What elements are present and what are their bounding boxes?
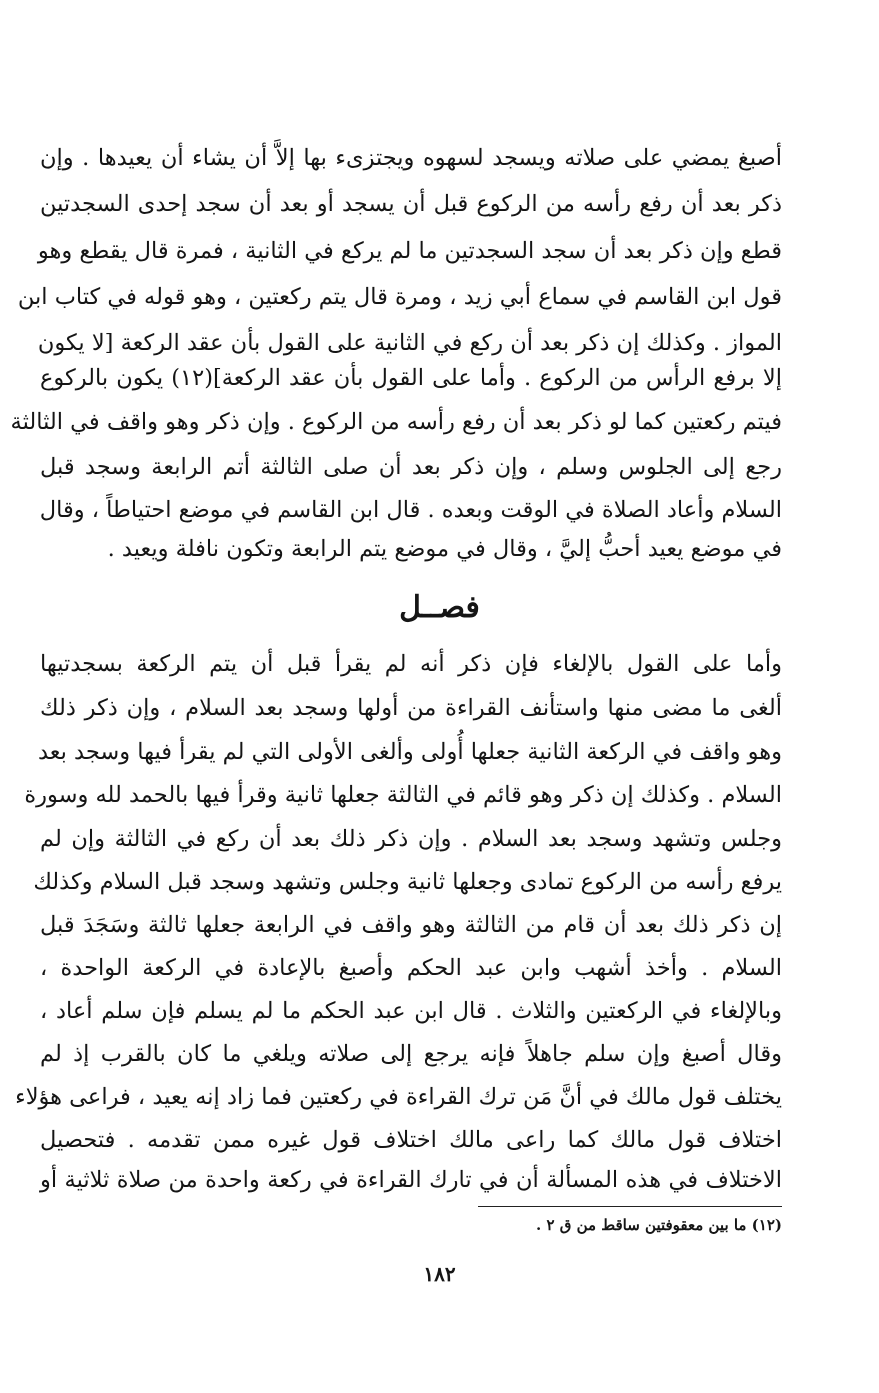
text-line: ألغى ما مضى منها واستأنف القراءة من أولها وسجد بعد السلام ، وإن ذكر ذلك [40, 695, 782, 721]
text-line: وجلس وتشهد وسجد بعد السلام . وإن ذكر ذلك بعد أن ركع في الثالثة وإن لم [40, 826, 782, 852]
text-line: فيتم ركعتين كما لو ذكر بعد أن رفع رأسه من الركوع . وإن ذكر وهو واقف في الثالثة [10, 409, 782, 435]
text-line: المواز . وكذلك إن ذكر بعد أن ركع في الثانية على القول بأن عقد الركعة [لا يكون [37, 330, 782, 356]
text-line: قول ابن القاسم في سماع أبي زيد ، ومرة قال يتم ركعتين ، وهو قوله في كتاب ابن [17, 284, 782, 310]
text-line: ذكر بعد أن رفع رأسه من الركوع قبل أن يسجد أو بعد أن سجد إحدى السجدتين [40, 191, 782, 217]
text-line: وهو واقف في الركعة الثانية جعلها أُولى وألغى الأولى التي لم يقرأ فيها وسجد بعد [37, 739, 782, 765]
page-number: ١٨٢ [423, 1262, 456, 1286]
text-line: السلام . وأخذ أشهب وابن عبد الحكم وأصبغ بالإعادة في الركعة الواحدة ، [40, 955, 782, 981]
text-line: قطع وإن ذكر بعد أن سجد السجدتين ما لم يركع في الثانية ، فمرة قال يقطع وهو [37, 238, 782, 264]
text-line: وأما على القول بالإلغاء فإن ذكر أنه لم يقرأ قبل أن يتم الركعة بسجدتيها [40, 651, 782, 677]
section-heading: فصــل [399, 590, 480, 625]
text-line: يرفع رأسه من الركوع تمادى وجعلها ثانية وجلس وتشهد وسجد قبل السلام وكذلك [33, 869, 782, 895]
text-line: إلا برفع الرأس من الركوع . وأما على القول بأن عقد الركعة](١٢) يكون بالركوع [40, 365, 782, 391]
text-line: السلام وأعاد الصلاة في الوقت وبعده . قال ابن القاسم في موضع احتياطاً ، وقال [39, 497, 782, 523]
text-line: رجع إلى الجلوس وسلم ، وإن ذكر بعد أن صلى الثالثة أتم الرابعة وسجد قبل [40, 454, 782, 480]
text-line: يختلف قول مالك في أنَّ مَن ترك القراءة في ركعتين فما زاد إنه يعيد ، فراعى هؤلاء [15, 1084, 782, 1110]
text-line: السلام . وكذلك إن ذكر وهو قائم في الثالثة جعلها ثانية وقرأ فيها بالحمد لله وسورة [24, 782, 782, 808]
text-line: أصبغ يمضي على صلاته ويسجد لسهوه ويجتزىء بها إلاَّ أن يشاء أن يعيدها . وإن [40, 145, 782, 171]
footnote-separator [478, 1206, 782, 1207]
text-line: الاختلاف في هذه المسألة أن في تارك القراءة في ركعة واحدة من صلاة ثلاثية أو [40, 1167, 782, 1193]
text-line: وقال أصبغ وإن سلم جاهلاً فإنه يرجع إلى صلاته ويلغي ما كان بالقرب إذ لم [40, 1041, 782, 1067]
text-line: وبالإلغاء في الركعتين والثلاث . قال ابن عبد الحكم ما لم يسلم فإن سلم أعاد ، [40, 998, 782, 1024]
text-line: إن ذكر ذلك بعد أن قام من الثالثة وهو واقف في الرابعة جعلها ثالثة وسَجَدَ قبل [40, 912, 782, 938]
text-line: في موضع يعيد أحبُّ إليَّ ، وقال في موضع يتم الرابعة وتكون نافلة ويعيد . [107, 536, 782, 562]
footnote: (١٢) ما بين معقوفتين ساقط من ق ٢ . [535, 1216, 782, 1234]
text-line: اختلاف قول مالك كما راعى مالك اختلاف قول غيره ممن تقدمه . فتحصيل [40, 1127, 782, 1153]
